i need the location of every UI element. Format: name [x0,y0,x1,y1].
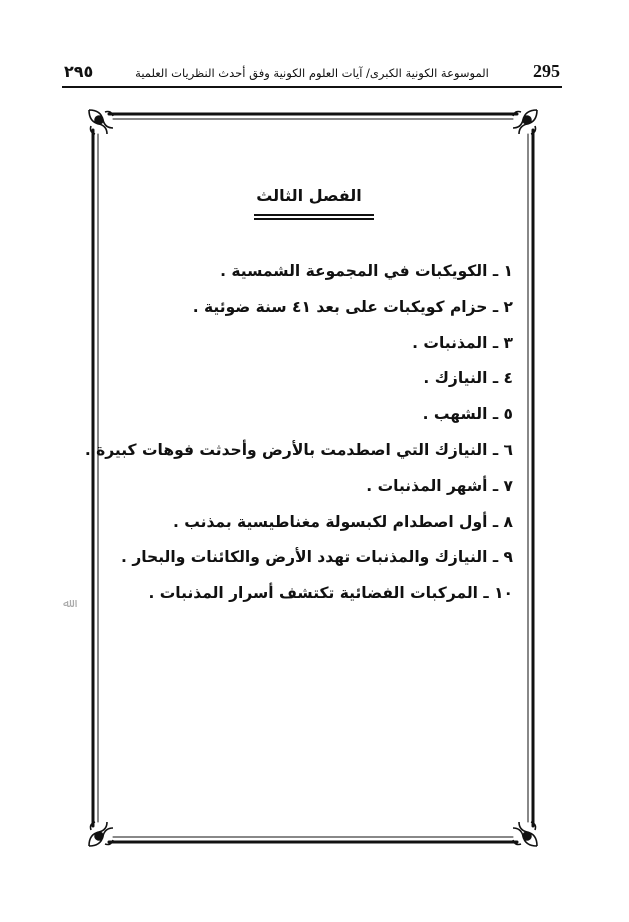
chapter-title: الفصل الثالث [256,186,362,205]
list-item: ١ ـ الكويكبات في المجموعة الشمسية . [220,262,513,280]
margin-mark: ﷲ [63,596,71,610]
list-item: ٥ ـ الشهب . [422,405,513,424]
header-rule [62,86,562,88]
list-item: ٦ ـ النيازك التي اصطدمت بالأرض وأحدثت فوهات كبيرة . [84,440,513,459]
running-title: الموسوعة الكونية الكبرى/ آيات العلوم الكونية وفق أحدث النظريات العلمية [135,66,489,80]
list-item: ٩ ـ النيازك والمذنبات تهدد الأرض والكائنات والبحار . [121,548,513,567]
chapter-topics-list [84,254,526,612]
list-item: ٨ ـ أول اصطدام لكبسولة مغناطيسية بمذنب . [172,512,513,531]
page-number-arabic: ٢٩٥ [64,62,94,81]
running-header [62,56,562,84]
list-item: ٤ ـ النيازك . [423,369,513,388]
title-underline [254,214,374,216]
page-number-latin: 295 [533,61,560,81]
title-underline [254,218,374,220]
list-item: ١٠ ـ المركبات الفضائية تكتشف أسرار المذنبات . [148,584,513,603]
list-item: ٧ ـ أشهر المذنبات . [366,476,513,495]
list-item: ٣ ـ المذنبات . [412,333,513,352]
list-item: ٢ ـ حزام كويكبات على بعد ٤١ سنة ضوئية . [192,297,513,316]
